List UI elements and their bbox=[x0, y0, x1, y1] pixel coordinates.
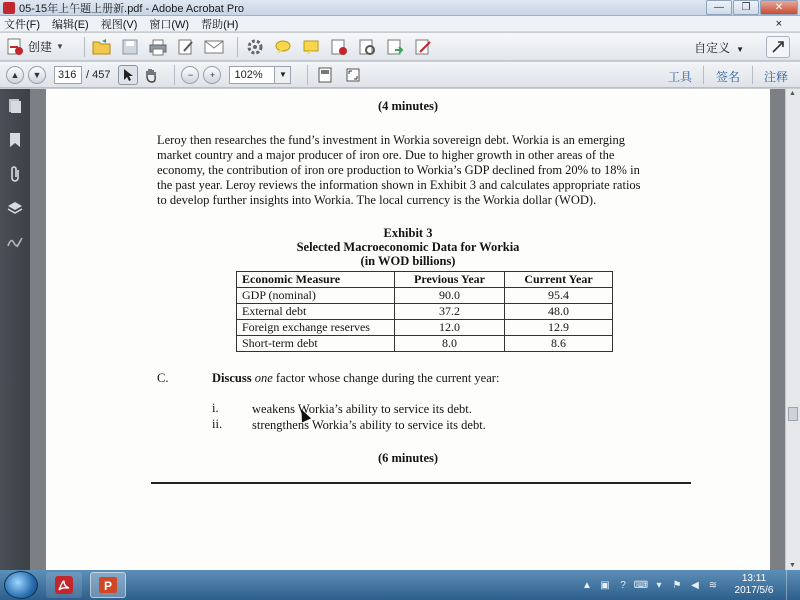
share-icon bbox=[358, 38, 376, 56]
stamp-icon bbox=[330, 38, 348, 56]
hand-tool-button[interactable] bbox=[140, 64, 162, 86]
zoom-input[interactable]: 102% bbox=[229, 66, 275, 84]
menu-edit[interactable]: 编辑(E) bbox=[52, 18, 89, 31]
expand-icon bbox=[771, 40, 785, 54]
network-icon[interactable]: ▣ bbox=[600, 579, 610, 591]
table-row bbox=[237, 336, 613, 352]
start-button[interactable] bbox=[4, 571, 38, 599]
close-button[interactable]: ✕ bbox=[760, 0, 798, 15]
navigation-toolbar bbox=[0, 62, 800, 88]
print-button[interactable] bbox=[147, 36, 169, 58]
toolbar-divider bbox=[237, 37, 238, 57]
macro-data-table bbox=[236, 271, 613, 352]
table-cell: 48.0 bbox=[505, 304, 613, 320]
create-button[interactable] bbox=[6, 38, 64, 56]
document-close-icon[interactable]: × bbox=[775, 18, 782, 30]
maximize-button[interactable]: ❐ bbox=[733, 0, 759, 15]
question-letter: C. bbox=[157, 371, 169, 385]
hand-icon bbox=[143, 67, 159, 83]
paperclip-icon bbox=[9, 165, 21, 183]
volume-icon[interactable]: ◀ bbox=[691, 579, 699, 591]
tools-pane-button[interactable]: 工具 bbox=[668, 70, 693, 84]
flag-icon[interactable]: ⚑ bbox=[672, 579, 682, 591]
menu-view[interactable]: 视图(V) bbox=[100, 18, 138, 31]
zoom-dropdown[interactable] bbox=[275, 66, 291, 84]
table-cell: External debt bbox=[237, 304, 395, 320]
taskbar-powerpoint[interactable] bbox=[90, 572, 126, 598]
page-up-button[interactable] bbox=[6, 66, 24, 84]
table-cell: 12.0 bbox=[395, 320, 505, 336]
paragraph-line: market country and a major producer of iron ore. Due to higher growth in other areas of the bbox=[157, 148, 615, 162]
comment-pane-button[interactable]: 注释 bbox=[764, 70, 789, 84]
sign-button[interactable] bbox=[412, 36, 434, 58]
column-header: Current Year bbox=[505, 272, 613, 288]
main-toolbar bbox=[0, 33, 800, 61]
toolbar-divider bbox=[307, 65, 308, 85]
pdf-page bbox=[46, 89, 770, 570]
export-icon bbox=[386, 38, 404, 56]
table-cell: Short-term debt bbox=[237, 336, 395, 352]
help-icon[interactable]: ? bbox=[620, 579, 626, 591]
signature-icon bbox=[7, 235, 23, 249]
settings-button[interactable] bbox=[244, 36, 266, 58]
page-down-button[interactable] bbox=[28, 66, 46, 84]
show-desktop-button[interactable] bbox=[786, 570, 796, 600]
menu-help[interactable]: 帮助(H) bbox=[201, 18, 239, 31]
minutes-label-bottom: (6 minutes) bbox=[377, 451, 439, 465]
table-cell: 37.2 bbox=[395, 304, 505, 320]
create-label: 创建 bbox=[28, 40, 53, 54]
page-number-input[interactable]: 316 bbox=[54, 66, 82, 84]
sub-question-text: weakens Workia’s ability to service its debt. bbox=[252, 402, 472, 416]
table-cell: Foreign exchange reserves bbox=[237, 320, 395, 336]
print-icon bbox=[149, 38, 167, 56]
zoom-in-button[interactable] bbox=[203, 66, 221, 84]
settings-icon bbox=[246, 38, 264, 56]
acrobat-app-icon bbox=[3, 2, 15, 14]
toolbar-divider bbox=[703, 66, 704, 84]
zoom-in-icon: + bbox=[209, 69, 216, 80]
system-clock[interactable] bbox=[728, 573, 780, 597]
table-cell: 90.0 bbox=[395, 288, 505, 304]
fullscreen-icon bbox=[345, 67, 361, 83]
edit-icon bbox=[177, 38, 195, 56]
window-controls bbox=[705, 0, 798, 16]
open-icon bbox=[92, 38, 112, 56]
email-button[interactable] bbox=[203, 36, 225, 58]
save-icon bbox=[121, 38, 139, 56]
paragraph-line: economy, the contribution of iron ore production to Workia’s GDP declined from 20% to 18% in bbox=[157, 163, 640, 177]
clock-time: 13:11 bbox=[741, 573, 767, 584]
table-header-row bbox=[237, 272, 613, 288]
acrobat-icon bbox=[54, 575, 74, 595]
question-italic-word: one bbox=[254, 371, 273, 385]
sign-icon bbox=[414, 38, 432, 56]
paragraph-line: the past year. Leroy reviews the information shown in Exhibit 3 and calculates appropriate ratios bbox=[157, 178, 641, 192]
table-cell: 12.9 bbox=[505, 320, 613, 336]
expand-button[interactable] bbox=[766, 36, 790, 58]
create-icon bbox=[6, 38, 24, 56]
layers-icon bbox=[7, 201, 23, 215]
attachments-button[interactable] bbox=[0, 157, 30, 191]
paragraph-line: to develop further insights into Workia. The local currency is the Workia dollar (WOD). bbox=[157, 193, 597, 207]
open-button[interactable] bbox=[91, 36, 113, 58]
highlight-icon bbox=[302, 38, 320, 56]
chevron-down-icon: ▼ bbox=[279, 70, 287, 79]
save-button[interactable] bbox=[119, 36, 141, 58]
comment-button[interactable] bbox=[272, 36, 294, 58]
customize-dropdown[interactable] bbox=[694, 39, 744, 56]
export-button[interactable] bbox=[384, 36, 406, 58]
chevron-down-icon: ▼ bbox=[56, 42, 64, 51]
sub-question-number: ii. bbox=[212, 417, 223, 431]
taskbar-acrobat[interactable] bbox=[46, 572, 82, 598]
scrollbar-thumb[interactable] bbox=[788, 407, 798, 421]
share-button[interactable] bbox=[356, 36, 378, 58]
scroll-down-icon[interactable]: ▼ bbox=[789, 562, 796, 569]
fit-page-icon bbox=[317, 67, 333, 83]
bookmarks-button[interactable] bbox=[0, 123, 30, 157]
system-tray bbox=[576, 570, 796, 600]
toolbar-divider bbox=[84, 37, 85, 57]
table-cell: GDP (nominal) bbox=[237, 288, 395, 304]
sub-question-number: i. bbox=[212, 401, 219, 415]
fullscreen-button[interactable] bbox=[342, 64, 364, 86]
page-total: / 457 bbox=[86, 68, 111, 81]
menu-file[interactable]: 文件(F) bbox=[4, 18, 41, 31]
exhibit-title: Exhibit 3 bbox=[383, 226, 433, 240]
minimize-button[interactable]: — bbox=[706, 0, 732, 15]
question-text bbox=[212, 371, 499, 386]
svg-text:P: P bbox=[104, 579, 113, 593]
vertical-scrollbar[interactable] bbox=[785, 89, 800, 570]
signatures-button[interactable] bbox=[0, 225, 30, 259]
minutes-label-top: (4 minutes) bbox=[377, 99, 439, 113]
chevron-down-icon[interactable]: ▾ bbox=[656, 579, 662, 591]
email-icon bbox=[204, 39, 224, 55]
edit-button[interactable] bbox=[175, 36, 197, 58]
column-header: Economic Measure bbox=[237, 272, 395, 288]
exhibit-units: (in WOD billions) bbox=[360, 254, 456, 268]
bookmark-icon bbox=[9, 132, 21, 148]
case-paragraph bbox=[157, 133, 697, 208]
window-title: 05-15年上午题上册新.pdf - Adobe Acrobat Pro bbox=[19, 2, 244, 15]
customize-label: 自定义 bbox=[694, 41, 731, 55]
question-rest: factor whose change during the current year: bbox=[272, 371, 500, 385]
taskbar bbox=[0, 570, 800, 600]
input-method-icon[interactable]: ⌨ bbox=[633, 579, 649, 591]
sub-question-text: strengthens Workia’s ability to service its debt. bbox=[252, 418, 486, 432]
tray-expand-icon[interactable]: ▲ bbox=[582, 579, 592, 591]
exhibit-subtitle: Selected Macroeconomic Data for Workia bbox=[296, 240, 520, 254]
navigation-panel bbox=[0, 89, 30, 570]
stamp-button[interactable] bbox=[328, 36, 350, 58]
clock-date: 2017/5/6 bbox=[734, 585, 774, 596]
page-up-icon: ▲ bbox=[10, 69, 20, 80]
comment-icon bbox=[274, 38, 292, 56]
table-row bbox=[237, 320, 613, 336]
toolbar-divider bbox=[752, 66, 753, 84]
document-viewport[interactable] bbox=[30, 89, 785, 570]
menu-bar bbox=[0, 16, 800, 32]
paragraph-line: Leroy then researches the fund’s investment in Workia sovereign debt. Workia is an emerging bbox=[157, 133, 625, 147]
table-row bbox=[237, 304, 613, 320]
table-cell: 8.0 bbox=[395, 336, 505, 352]
wifi-icon[interactable]: ≋ bbox=[708, 579, 718, 591]
fit-page-button[interactable] bbox=[314, 64, 336, 86]
layers-button[interactable] bbox=[0, 191, 30, 225]
chevron-down-icon: ▼ bbox=[736, 45, 744, 54]
scroll-up-icon[interactable]: ▲ bbox=[789, 90, 796, 97]
page-thumbnails-button[interactable] bbox=[0, 89, 30, 123]
page-down-icon: ▼ bbox=[32, 69, 42, 80]
horizontal-rule bbox=[151, 482, 691, 484]
toolbar-divider bbox=[174, 65, 175, 85]
table-cell: 8.6 bbox=[505, 336, 613, 352]
zoom-out-button[interactable] bbox=[181, 66, 199, 84]
page-thumbnails-icon bbox=[8, 98, 22, 114]
menu-window[interactable]: 窗口(W) bbox=[149, 18, 190, 31]
select-tool-button[interactable] bbox=[118, 65, 138, 85]
column-header: Previous Year bbox=[395, 272, 505, 288]
powerpoint-icon bbox=[98, 575, 118, 595]
table-cell: 95.4 bbox=[505, 288, 613, 304]
zoom-out-icon: − bbox=[187, 69, 194, 80]
sign-pane-button[interactable]: 签名 bbox=[716, 70, 741, 84]
highlight-button[interactable] bbox=[300, 36, 322, 58]
select-icon bbox=[122, 68, 134, 82]
question-bold-word: Discuss bbox=[212, 371, 252, 385]
title-bar bbox=[0, 0, 800, 16]
table-row bbox=[237, 288, 613, 304]
